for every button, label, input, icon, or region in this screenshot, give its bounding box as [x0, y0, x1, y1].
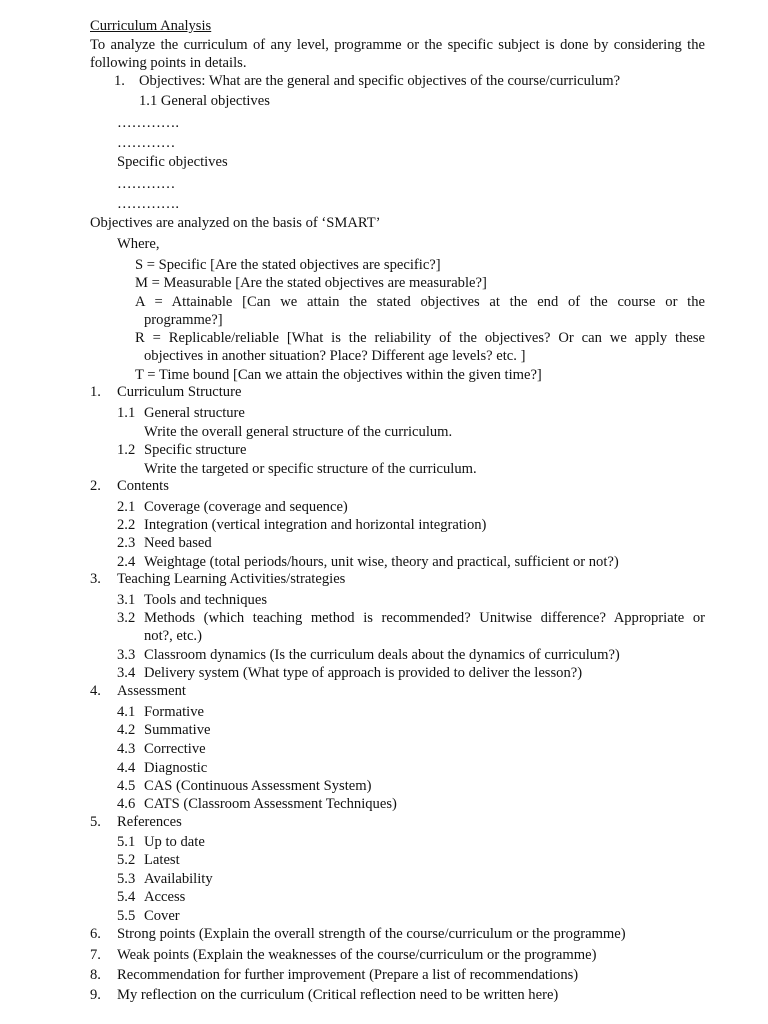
general-objectives-label: 1.1 General objectives — [139, 93, 270, 109]
document-title: Curriculum Analysis — [90, 18, 212, 34]
item-number: 2.2 — [117, 517, 136, 533]
section-number: 7. — [90, 947, 101, 963]
where-label: Where, — [117, 236, 160, 252]
section-number: 5. — [90, 814, 101, 830]
item-number: 5.3 — [117, 871, 136, 887]
placeholder-dots: ………… — [117, 176, 176, 192]
objectives-heading: Objectives: What are the general and specific objectives of the course/curriculum? — [139, 73, 621, 89]
section-heading: Weak points (Explain the weaknesses of the course/curriculum or the programme) — [117, 947, 597, 963]
placeholder-dots: …………. — [117, 196, 180, 212]
item-number: 4.1 — [117, 704, 136, 720]
section-heading: My reflection on the curriculum (Critical reflection need to be written here) — [117, 987, 559, 1003]
item-number: 1.2 — [117, 442, 136, 458]
list-item: CAS (Continuous Assessment System) — [144, 778, 372, 794]
item-number: 4.2 — [117, 722, 136, 738]
smart-specific: S = Specific [Are the stated objectives are specific?] — [135, 257, 441, 273]
item-number: 1.1 — [117, 405, 136, 421]
list-item: Availability — [144, 871, 213, 887]
section-number: 4. — [90, 683, 101, 699]
item-number: 3.3 — [117, 647, 136, 663]
item-number: 5.4 — [117, 889, 136, 905]
list-item: Integration (vertical integration and horizontal integration) — [144, 517, 487, 533]
placeholder-dots: …………. — [117, 115, 180, 131]
list-item: Access — [144, 889, 186, 905]
section-heading: Recommendation for further improvement (Prepare a list of recommendations) — [117, 967, 579, 983]
item-description: Write the overall general structure of the curriculum. — [144, 424, 453, 440]
item-number: 3.1 — [117, 592, 136, 608]
objectives-number: 1. — [114, 73, 125, 89]
item-number: 4.3 — [117, 741, 136, 757]
list-item: Coverage (coverage and sequence) — [144, 499, 348, 515]
list-item: Tools and techniques — [144, 592, 267, 608]
section-heading: Curriculum Structure — [117, 384, 242, 400]
specific-objectives-label: Specific objectives — [117, 154, 228, 170]
item-number: 5.1 — [117, 834, 136, 850]
list-item: Weightage (total periods/hours, unit wise, theory and practical, sufficient or not?) — [144, 554, 619, 570]
section-heading: Teaching Learning Activities/strategies — [117, 571, 346, 587]
list-item: Need based — [144, 535, 212, 551]
smart-attainable-cont: programme?] — [144, 312, 223, 328]
list-item: Methods (which teaching method is recommended? Unitwise difference? Appropriate or — [144, 610, 705, 626]
smart-attainable: A = Attainable [Can we attain the stated objectives at the end of the course or the — [135, 294, 705, 310]
intro-line-1: To analyze the curriculum of any level, programme or the specific subject is done by considering the — [90, 37, 705, 53]
section-number: 3. — [90, 571, 101, 587]
item-number: 2.1 — [117, 499, 136, 515]
section-number: 1. — [90, 384, 101, 400]
item-number: 2.4 — [117, 554, 136, 570]
smart-intro: Objectives are analyzed on the basis of ‘SMART’ — [90, 215, 381, 231]
list-item: Formative — [144, 704, 204, 720]
section-heading: Assessment — [117, 683, 186, 699]
list-item: Up to date — [144, 834, 205, 850]
smart-replicable: R = Replicable/reliable [What is the reliability of the objectives? Or can we apply these — [135, 330, 705, 346]
section-heading: References — [117, 814, 182, 830]
section-number: 9. — [90, 987, 101, 1003]
list-item-cont: not?, etc.) — [144, 628, 202, 644]
section-number: 2. — [90, 478, 101, 494]
list-item: Cover — [144, 908, 180, 924]
list-item: Classroom dynamics (Is the curriculum deals about the dynamics of curriculum?) — [144, 647, 620, 663]
section-number: 8. — [90, 967, 101, 983]
item-number: 3.4 — [117, 665, 136, 681]
list-item: Corrective — [144, 741, 206, 757]
smart-measurable: M = Measurable [Are the stated objectives are measurable?] — [135, 275, 487, 291]
item-number: 4.4 — [117, 760, 136, 776]
list-item: Latest — [144, 852, 180, 868]
item-number: 4.6 — [117, 796, 136, 812]
list-item: Diagnostic — [144, 760, 208, 776]
list-item: Delivery system (What type of approach is provided to deliver the lesson?) — [144, 665, 583, 681]
item-number: 3.2 — [117, 610, 136, 626]
section-heading: Strong points (Explain the overall strength of the course/curriculum or the programme) — [117, 926, 626, 942]
placeholder-dots: ………… — [117, 135, 176, 151]
smart-replicable-cont: objectives in another situation? Place? Different age levels? etc. ] — [144, 348, 526, 364]
item-number: 5.2 — [117, 852, 136, 868]
list-item: General structure — [144, 405, 245, 421]
smart-time-bound: T = Time bound [Can we attain the objectives within the given time?] — [135, 367, 542, 383]
item-number: 2.3 — [117, 535, 136, 551]
list-item: Summative — [144, 722, 211, 738]
item-number: 5.5 — [117, 908, 136, 924]
list-item: CATS (Classroom Assessment Techniques) — [144, 796, 397, 812]
intro-line-2: following points in details. — [90, 55, 247, 71]
item-description: Write the targeted or specific structure of the curriculum. — [144, 461, 477, 477]
section-number: 6. — [90, 926, 101, 942]
section-heading: Contents — [117, 478, 169, 494]
list-item: Specific structure — [144, 442, 247, 458]
item-number: 4.5 — [117, 778, 136, 794]
